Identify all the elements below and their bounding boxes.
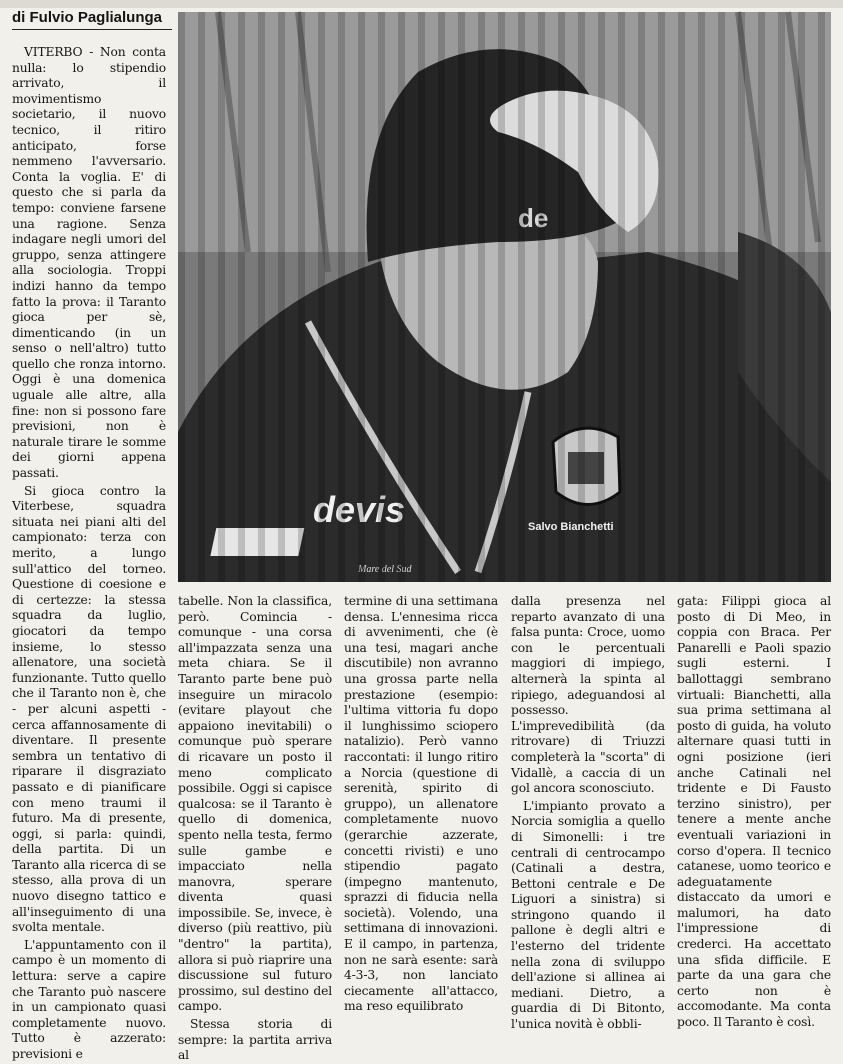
- article-column-1: [12, 45, 166, 1061]
- paragraph: L'appuntamento con il campo è un momento di lettura: serve a capire che Taranto può nascere in un campionato quasi completamente nuovo. Tutto è azzerato: previsioni e: [12, 937, 166, 1061]
- paragraph: dalla presenza nel reparto avanzato di una falsa punta: Croce, uomo con le percentuali maggiori di impiego, alternerà la spinta al ripiego, adeguandosi al possesso. L'imprevedibilità (da ritrovare) di Triuzzi completerà la "scorta" di Vidallè, a caccia di un gol ancora sconosciuto.: [511, 594, 665, 796]
- photo-caption: Salvo Bianchetti: [528, 521, 614, 533]
- paragraph: tabelle. Non la classifica, però. Comincia - comunque - una corsa all'impazzata senza una meta chiara. Se il Taranto parte bene può inseguire un miracolo (evitare playout che appaiono inevitabili) o comunque può sperare di ricavare un posto il meno complicato possibile. Oggi si capisce qualcosa: se il Taranto è quello di domenica, spento nella testa, fermo sulle gambe e impacciato nella manovra, sperare diventa quasi impossibile. Se, invece, è diverso (più reattivo, più "dentro" la partita), allora si può riaprire una discussione sul futuro prossimo, sul destino del campo.: [178, 594, 332, 1014]
- paragraph: termine di una settimana densa. L'ennesima ricca di avvenimenti, che (è una tesi, magari anche discutibile) non avranno una grossa parte nella prestazione (esempio: l'ultima vittoria fu dopo il lunghissimo sciopero natalizio). Però vanno raccontati: il lungo ritiro a Norcia (questione di serenità, spirito di gruppo), un allenatore completamente nuovo (gerarchie azzerate, concetti rivisti) e uno stipendio pagato (impegno mantenuto, sprazzi di fiducia nella società). Volendo, una settimana di innovazioni. E il campo, in partenza, non ne sarà esente: sarà 4-3-3, non lanciato ciecamente all'attacco, ma reso equilibrato: [344, 594, 498, 1014]
- article-column-2: [178, 594, 332, 1063]
- paragraph: VITERBO - Non conta nulla: lo stipendio arrivato, il movimentismo societario, il nuovo tecnico, il ritiro anticipato, forse nemmeno l'avversario. Conta la voglia. E' di questo che si parla da tempo: conviene farsene una ragione. Senza indagare negli umori del gruppo, senza attingere alla sociologia. Troppi indizi hanno da tempo fatto la prova: il Taranto gioca per sè, dimenticando (in un senso o nell'altro) tutto quello che ronza intorno. Oggi è una domenica uguale alle altre, alla fine: non si possono fare previsioni, non è naturale tirare le somme dei giorni appena passati.: [12, 45, 166, 481]
- article-column-3: [344, 594, 498, 1014]
- paragraph: Stessa storia di sempre: la partita arriva al: [178, 1017, 332, 1063]
- byline: di Fulvio Paglialunga: [12, 7, 172, 30]
- article-photo: [178, 12, 831, 582]
- paragraph: gata: Filippi gioca al posto di Di Meo, in coppia con Braca. Per Panarelli e Paoli spazio sugli esterni. I ballottaggi sembrano virtuali: Bianchetti, alla sua prima settimana al posto di guida, ha voluto alternare quasi tutti in ogni posizione (ieri anche Catinali nel tridente e Di Fausto terzino sinistro), per tenere a mente anche eventuali variazioni in corso d'opera. Il tecnico catanese, uomo teorico e adeguatamente distaccato da umori e malumori, ha dato l'impressione di crederci. Ha accettato una sfida difficile. E parte da una gara che certo non è accomodante. Ma conta poco. Il Taranto è così.: [677, 594, 831, 1030]
- paragraph: L'impianto provato a Norcia somiglia a quello di Simonelli: i tre centrali di centrocampo (Catinali a destra, Bettoni centrale e De Liguori a sinistra) si stringono quando il pallone è degli altri e l'esterno del tridente nella zona di sviluppo dell'azione si allinea ai mediani. Dietro, a guardia di Di Bitonto, l'unica novità è obbli-: [511, 798, 665, 1032]
- article-column-5: [677, 594, 831, 1030]
- paragraph: Si gioca contro la Viterbese, squadra situata nei piani alti del campionato: terza con merito, a lungo sull'attico del torneo. Questione di coesione e di certezze: la stessa squadra da luglio, giocatori da tempo insieme, lo stesso allenatore, una società funzionante. Tutto quello che il Taranto non è, che - per alcuni aspetti - cerca affannosamente di diventare. Il presente sembra un tentativo di riparare il disgraziato passato e di pianificare con meno traumi il futuro. Ma di presente, oggi, si parla: quindi, della partita. Di un Taranto alla ricerca di se stesso, alla prova di un nuovo disegno tattico e all'inseguimento di una svolta mentale.: [12, 483, 166, 935]
- article-column-4: [511, 594, 665, 1032]
- photo-illustration: [178, 12, 831, 582]
